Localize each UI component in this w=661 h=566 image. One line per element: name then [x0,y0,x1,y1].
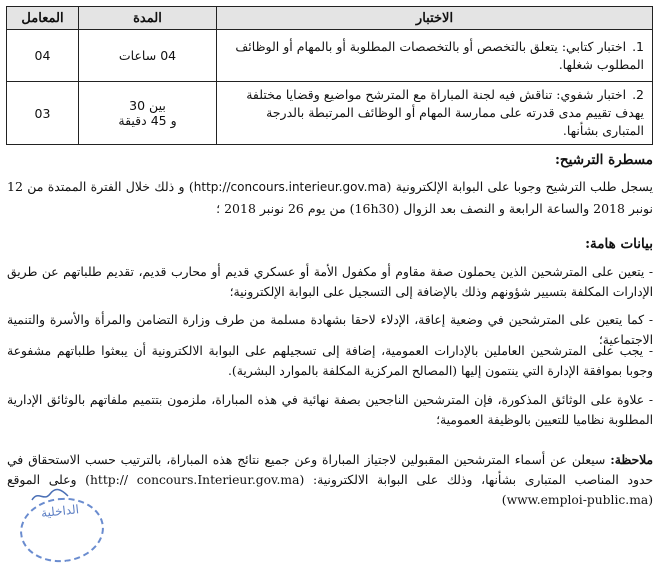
exam-duration [79,30,217,82]
duration-line-1: 04 ساعات [118,48,177,63]
exam-coefficient: 04 [7,30,79,82]
exam-coefficient: 03 [7,82,79,145]
duration-line-1: بين 30 [129,98,166,113]
exam-table [6,6,653,145]
note-label: ملاحظة: [610,452,653,467]
important-title: بيانات هامة: [585,236,653,252]
exam-description [217,30,653,82]
application-url: http://concours.interieur.gov.ma [193,180,387,194]
header-coefficient: المعامل [7,7,79,30]
note-text: سيعلن عن أسماء المترشحين المقبولين لاجتياز المباراة وعن جميع نتائج هذه المباراة، بالترتيب حسب الاستحقاق في حدود المناصب المتبارى بشأنها، وذلك على البوابة الالكترونية: (http:// concours.Interieur.gov.ma) وعلى الموقع (www.emploi-public.ma) [7,453,654,507]
table-row [7,82,653,145]
header-exam: الاختبار [217,7,653,30]
exam-duration [79,82,217,145]
header-duration: المدة [79,7,217,30]
important-bullet: - يتعين على المترشحين الذين يحملون صفة مقاوم أو مكفول الأمة أو عسكري قديم أو محارب قديم، تقديم طلباتهم عن طريق الإدارات المكلفة بتسيير شؤونهم وذلك بالإضافة إلى التسجيل على البوابة الإلكترونية؛ [7,265,653,299]
row-number: 2. [632,87,644,102]
exam-description [217,82,653,145]
application-title: مسطرة الترشيح: [554,152,653,168]
table-row [7,30,653,82]
application-text-2: ) و ذلك خلال الفترة الممتدة من 12 نونبر 2018 والساعة الرابعة و النصف بعد الزوال (16h30) من يوم 26 نونبر 2018 ؛ [7,179,653,216]
important-bullet: - علاوة على الوثائق المذكورة، فإن المترشحين الناجحين بصفة نهائية في هذه المباراة، ملزمون بتتميم ملفاتهم بالوثائق الإدارية المطلوبة نظاميا للتعيين بالوظيفة العمومية؛ [7,393,653,427]
exam-text: اختبار شفوي: تناقش فيه لجنة المباراة مع المترشح مواضيع وقضايا مختلفة يهدف تقييم مدى قدرته على ممارسة المهام أو الوظائف المرتبطة بالدرجة المتبارى بشأنها. [246,87,644,138]
exam-text: اختبار كتابي: يتعلق بالتخصص أو بالتخصصات المطلوبة أو بالمهام أو الوظائف المطلوب شغلها. [235,38,644,72]
stamp-text: الداخلية [40,502,80,521]
application-text [7,176,653,219]
important-bullet: - كما يتعين على المترشحين في وضعية إعاقة، الإدلاء لاحقا بشهادة مسلمة من طرف وزارة التضامن والمرأة والأسرة والتنمية الاجتماعية؛ [7,313,653,347]
row-number: 1. [632,38,644,54]
note-paragraph [7,450,653,510]
table-header-row [7,7,653,30]
important-bullet: - يجب على المترشحين العاملين بالإدارات العمومية، إضافة إلى تسجيلهم على البوابة الالكترونية أن يبعثوا طلباتهم مشفوعة وجوبا بموافقة الإدارة التي ينتمون إليها (المصالح المركزية المكلفة بالموارد البشرية). [7,344,653,378]
application-text-1: يسجل طلب الترشيح وجوبا على البوابة الإلكترونية ( [386,179,653,194]
duration-line-2: و 45 دقيقة [118,113,177,128]
